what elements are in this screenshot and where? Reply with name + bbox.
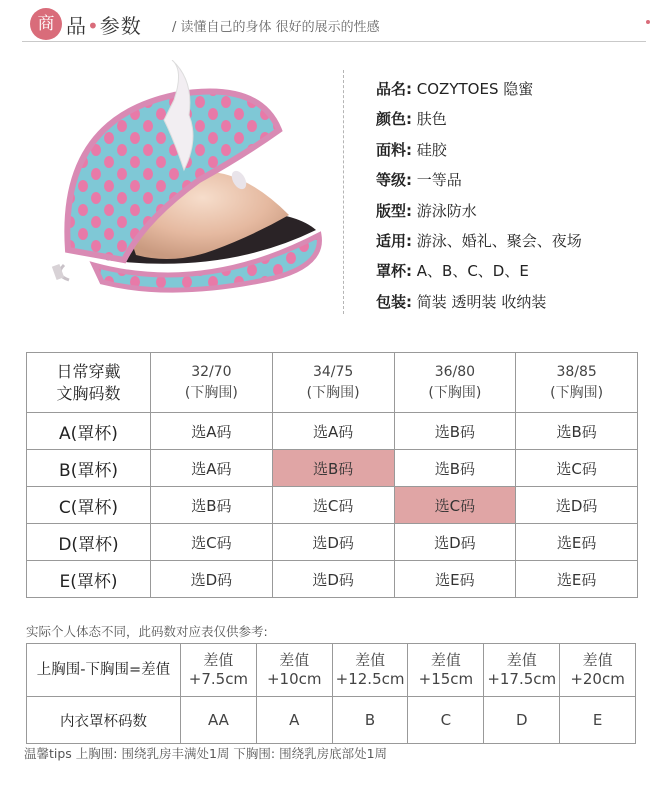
- band-sub: (下胸围): [184, 384, 238, 401]
- table-cell: 选B码: [516, 413, 638, 450]
- measurement-tips: 温馨tips 上胸围: 围绕乳房丰满处1周 下胸围: 围绕乳房底部处1周: [24, 746, 388, 761]
- table-cell: 选C码: [272, 487, 394, 524]
- table-row: [27, 561, 638, 598]
- silicone-pad-case-illustration: [24, 60, 334, 300]
- diff-word: 差值: [582, 651, 613, 669]
- row-header: E(罩杯): [27, 561, 151, 598]
- vertical-divider: [343, 70, 344, 314]
- cup-difference-table: [26, 643, 636, 744]
- table-cell: 选B码: [151, 487, 273, 524]
- title-dot: •: [87, 14, 100, 38]
- table-cell-highlighted: 选C码: [394, 487, 516, 524]
- row-header: B(罩杯): [27, 450, 151, 487]
- spec-key: 等级:: [376, 171, 412, 190]
- row-header: 上胸围-下胸围=差值: [27, 644, 181, 697]
- table-row: [27, 697, 636, 744]
- reference-note: 实际个人体态不同，此码数对应表仅供参考:: [26, 624, 268, 639]
- table-cell: 选B码: [394, 450, 516, 487]
- column-header: [516, 353, 638, 413]
- row-header: A(罩杯): [27, 413, 151, 450]
- diff-value: +12.5cm: [335, 670, 405, 688]
- title-part-a: 品: [66, 14, 87, 38]
- section-badge: 商: [30, 8, 62, 40]
- table-cell: E: [560, 697, 636, 744]
- spec-key: 版型:: [376, 201, 412, 220]
- table-cell: [181, 644, 257, 697]
- row-header: 内衣罩杯码数: [27, 697, 181, 744]
- table-cell: 选D码: [394, 524, 516, 561]
- title-part-b: 参数: [99, 14, 142, 38]
- diff-word: 差值: [203, 651, 234, 669]
- spec-key: 罩杯:: [376, 262, 412, 281]
- diff-word: 差值: [430, 651, 461, 669]
- table-cell: 选E码: [516, 561, 638, 598]
- diff-value: +10cm: [266, 670, 322, 688]
- spec-value: 游泳、婚礼、聚会、夜场: [416, 231, 582, 250]
- table-cell: C: [408, 697, 484, 744]
- table-row: [27, 487, 638, 524]
- spec-row-usage: [376, 230, 646, 260]
- table-cell: 选D码: [516, 487, 638, 524]
- spec-value: 肤色: [416, 110, 447, 129]
- header-divider: [22, 41, 646, 42]
- table-cell: [408, 644, 484, 697]
- spec-row-color: [376, 108, 646, 138]
- table-cell: [256, 644, 332, 697]
- section-header: [22, 6, 652, 40]
- band-sub: (下胸围): [550, 384, 604, 401]
- diff-word: 差值: [506, 651, 537, 669]
- accent-dot: [646, 20, 650, 24]
- table-cell: [332, 644, 408, 697]
- spec-row-grade: [376, 169, 646, 199]
- spec-row-style: [376, 200, 646, 230]
- table-cell: 选E码: [516, 524, 638, 561]
- table-cell: 选C码: [516, 450, 638, 487]
- spec-row-name: [376, 78, 646, 108]
- section-title: [66, 10, 142, 39]
- diff-value: +17.5cm: [487, 670, 557, 688]
- spec-value: 简装 透明装 收纳装: [416, 292, 547, 311]
- table-cell: 选A码: [151, 450, 273, 487]
- table-row: [27, 413, 638, 450]
- table-cell: D: [484, 697, 560, 744]
- table-row: [27, 644, 636, 697]
- table-cell: 选E码: [394, 561, 516, 598]
- row-header: D(罩杯): [27, 524, 151, 561]
- diff-value: +20cm: [570, 670, 625, 688]
- table-cell: 选B码: [394, 413, 516, 450]
- band-sub: (下胸围): [306, 384, 360, 401]
- table-cell: 选A码: [272, 413, 394, 450]
- column-header: [272, 353, 394, 413]
- table-row: [27, 524, 638, 561]
- size-table-header: [27, 353, 638, 413]
- spec-value: COZYTOES 隐蜜: [416, 80, 534, 98]
- table-cell: AA: [181, 697, 257, 744]
- table-cell: 选D码: [151, 561, 273, 598]
- spec-row-packaging: [376, 291, 646, 321]
- table-cell: B: [332, 697, 408, 744]
- size-chart-table: [26, 352, 638, 598]
- spec-value: A、B、C、D、E: [416, 262, 529, 281]
- corner-line-1: 日常穿戴: [56, 361, 121, 381]
- spec-row-cup: [376, 260, 646, 290]
- table-cell: 选A码: [151, 413, 273, 450]
- diff-word: 差值: [279, 651, 310, 669]
- spec-key: 包装:: [376, 292, 412, 311]
- band-sub: (下胸围): [428, 384, 482, 401]
- spec-value: 硅胶: [416, 140, 447, 159]
- product-image: [24, 60, 334, 300]
- diff-word: 差值: [355, 651, 386, 669]
- spec-key: 品名:: [376, 80, 412, 98]
- diff-value: +15cm: [418, 670, 474, 688]
- table-row: [27, 450, 638, 487]
- spec-row-fabric: [376, 139, 646, 169]
- table-cell-highlighted: 选B码: [272, 450, 394, 487]
- spec-value: 游泳防水: [416, 201, 477, 220]
- spec-value: 一等品: [416, 171, 462, 190]
- column-header: [394, 353, 516, 413]
- diff-value: +7.5cm: [188, 670, 249, 688]
- section-tagline: / 读懂自己的身体 很好的展示的性感: [172, 20, 380, 35]
- column-header: [151, 353, 273, 413]
- table-cell: [560, 644, 636, 697]
- corner-header: [27, 353, 151, 413]
- spec-key: 面料:: [376, 140, 412, 159]
- table-cell: [484, 644, 560, 697]
- band-size: 32/70: [191, 363, 232, 380]
- table-cell: A: [256, 697, 332, 744]
- corner-line-2: 文胸码数: [56, 383, 121, 403]
- row-header: C(罩杯): [27, 487, 151, 524]
- table-cell: 选D码: [272, 561, 394, 598]
- table-cell: 选D码: [272, 524, 394, 561]
- band-size: 38/85: [556, 363, 597, 380]
- table-cell: 选C码: [151, 524, 273, 561]
- band-size: 36/80: [434, 363, 476, 380]
- spec-key: 适用:: [376, 231, 412, 250]
- spec-key: 颜色:: [376, 110, 412, 129]
- product-specs: [376, 78, 646, 321]
- band-size: 34/75: [312, 363, 354, 380]
